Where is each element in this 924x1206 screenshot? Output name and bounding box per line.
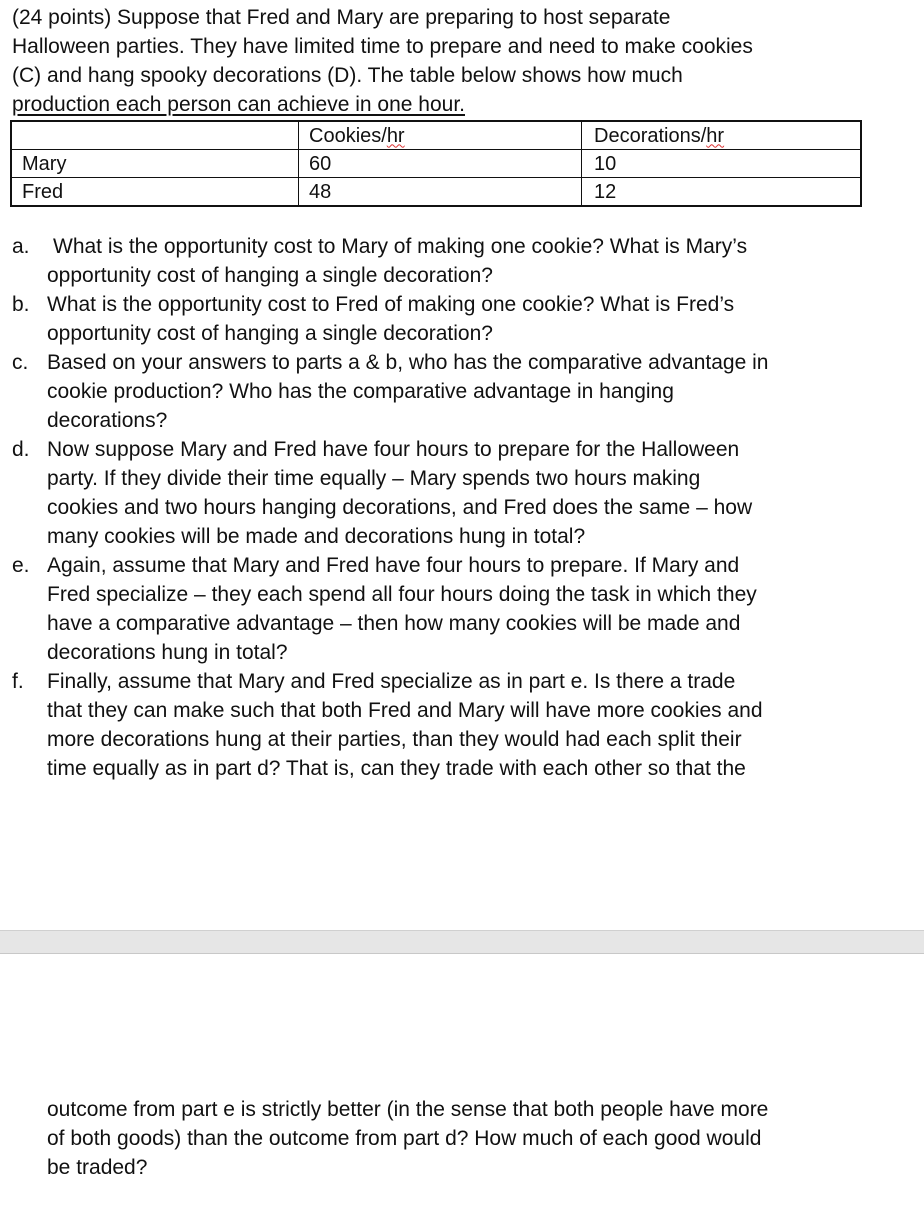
table-row [11, 150, 861, 178]
question-line: cookies and two hours hanging decorations, and Fred does the same – how [47, 496, 753, 519]
header-name-cell [11, 121, 299, 150]
question-line: Again, assume that Mary and Fred have four hours to prepare. If Mary and [47, 554, 740, 577]
continuation-line: outcome from part e is strictly better (in the sense that both people have more [47, 1098, 769, 1121]
production-table [10, 120, 862, 207]
question-marker: e. [12, 554, 30, 577]
question-line: Now suppose Mary and Fred have four hours to prepare for the Halloween [47, 438, 740, 461]
question-line: opportunity cost of hanging a single decoration? [47, 322, 493, 345]
question-line: decorations? [47, 409, 168, 432]
row-name-cell: Mary [11, 150, 299, 178]
question-f [0, 667, 867, 783]
header-cookies-prefix: Cookies/ [309, 124, 387, 147]
question-marker: a. [12, 235, 30, 258]
question-line: Based on your answers to parts a & b, who has the comparative advantage in [47, 351, 769, 374]
header-cookies-unit: hr [386, 124, 405, 147]
question-line: cookie production? Who has the comparative advantage in hanging [47, 380, 674, 403]
header-decorations-prefix: Decorations/ [594, 124, 707, 147]
row-cookies-cell: 48 [299, 178, 582, 207]
table-header-row [11, 121, 861, 150]
row-decorations-cell: 12 [582, 178, 862, 207]
question-marker: d. [12, 438, 30, 461]
intro-line: (24 points) Suppose that Fred and Mary are preparing to host separate [12, 6, 671, 29]
question-a [0, 232, 867, 290]
question-c [0, 348, 867, 435]
header-decorations-cell [582, 121, 862, 150]
document-page-bottom [0, 954, 924, 1206]
problem-intro [12, 3, 912, 119]
row-cookies-cell: 60 [299, 150, 582, 178]
question-line: Fred specialize – they each spend all four hours doing the task in which they [47, 583, 757, 606]
question-list [0, 232, 924, 783]
intro-line: Halloween parties. They have limited time to prepare and need to make cookies [12, 35, 753, 58]
header-decorations-unit: hr [706, 124, 725, 147]
table-row [11, 178, 861, 207]
question-b [0, 290, 867, 348]
question-line: many cookies will be made and decorations hung in total? [47, 525, 586, 548]
question-line: have a comparative advantage – then how many cookies will be made and [47, 612, 741, 635]
header-cookies-cell [299, 121, 582, 150]
question-line: decorations hung in total? [47, 641, 288, 664]
intro-line: (C) and hang spooky decorations (D). The table below shows how much [12, 64, 683, 87]
question-line: that they can make such that both Fred and Mary will have more cookies and [47, 699, 763, 722]
question-d [0, 435, 867, 551]
question-e [0, 551, 867, 667]
page-break-divider [0, 930, 924, 954]
question-line: What is the opportunity cost to Mary of making one cookie? What is Mary’s [53, 235, 748, 258]
question-marker: b. [12, 293, 30, 316]
intro-line: production each person can achieve in one hour. [12, 93, 465, 116]
question-marker: c. [12, 351, 29, 374]
row-name-cell: Fred [11, 178, 299, 207]
question-line: time equally as in part d? That is, can they trade with each other so that the [47, 757, 746, 780]
question-line: more decorations hung at their parties, than they would had each split their [47, 728, 742, 751]
continuation-line: be traded? [47, 1156, 148, 1179]
continuation-line: of both goods) than the outcome from part d? How much of each good would [47, 1127, 762, 1150]
question-line: What is the opportunity cost to Fred of making one cookie? What is Fred’s [47, 293, 735, 316]
question-marker: f. [12, 670, 24, 693]
question-line: opportunity cost of hanging a single decoration? [47, 264, 493, 287]
question-f-continuation [47, 1095, 887, 1182]
row-decorations-cell: 10 [582, 150, 862, 178]
question-line: Finally, assume that Mary and Fred specialize as in part e. Is there a trade [47, 670, 736, 693]
question-line: party. If they divide their time equally – Mary spends two hours making [47, 467, 701, 490]
